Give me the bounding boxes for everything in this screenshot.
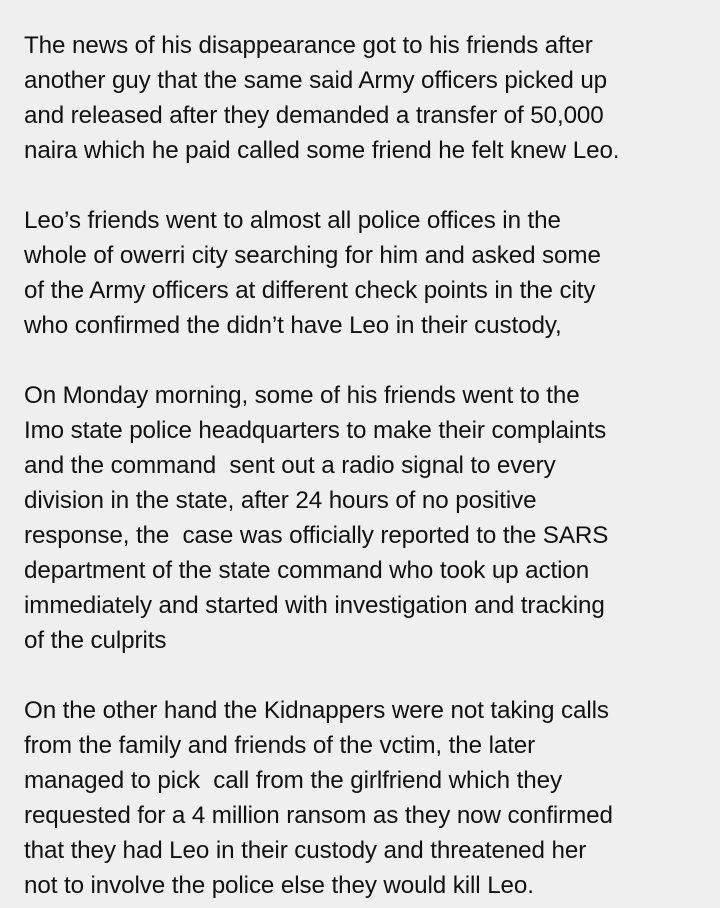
text-line: requested for a 4 million ransom as they now confirmed [24,802,613,829]
paragraph-spacer [24,343,714,378]
text-line: On the other hand the Kidnappers were not taking calls [24,697,609,724]
text-line: immediately and started with investigation and tracking [24,592,605,619]
text-line: Imo state police headquarters to make their complaints [24,417,607,444]
article-text [24,28,714,903]
paragraph-spacer [24,658,714,693]
text-line: The news of his disappearance got to his friends after [24,32,593,59]
text-line: and released after they demanded a transfer of 50,000 [24,102,604,129]
text-line: another guy that the same said Army officers picked up [24,67,608,94]
text-line: that they had Leo in their custody and threatened her [24,837,587,864]
paragraph-spacer [24,168,714,203]
paragraph-police-report [24,378,714,658]
text-line: response, the case was officially reported to the SARS [24,522,609,549]
text-line: not to involve the police else they would kill Leo. [24,872,534,899]
text-line: managed to pick call from the girlfriend which they [24,767,562,794]
text-line: Leo’s friends went to almost all police offices in the [24,207,561,234]
text-line: whole of owerri city searching for him and asked some [24,242,601,269]
paragraph-search [24,203,714,343]
text-line: from the family and friends of the vctim, the later [24,732,536,759]
text-line: naira which he paid called some friend he felt knew Leo. [24,137,620,164]
text-line: and the command sent out a radio signal to every [24,452,556,479]
text-line: department of the state command who took up action [24,557,590,584]
paragraph-ransom [24,693,714,903]
text-line: who confirmed the didn’t have Leo in their custody, [24,312,562,339]
text-line: On Monday morning, some of his friends went to the [24,382,580,409]
text-line: of the Army officers at different check points in the city [24,277,596,304]
text-line: of the culprits [24,627,167,654]
paragraph-disappearance [24,28,714,168]
text-line: division in the state, after 24 hours of no positive [24,487,537,514]
